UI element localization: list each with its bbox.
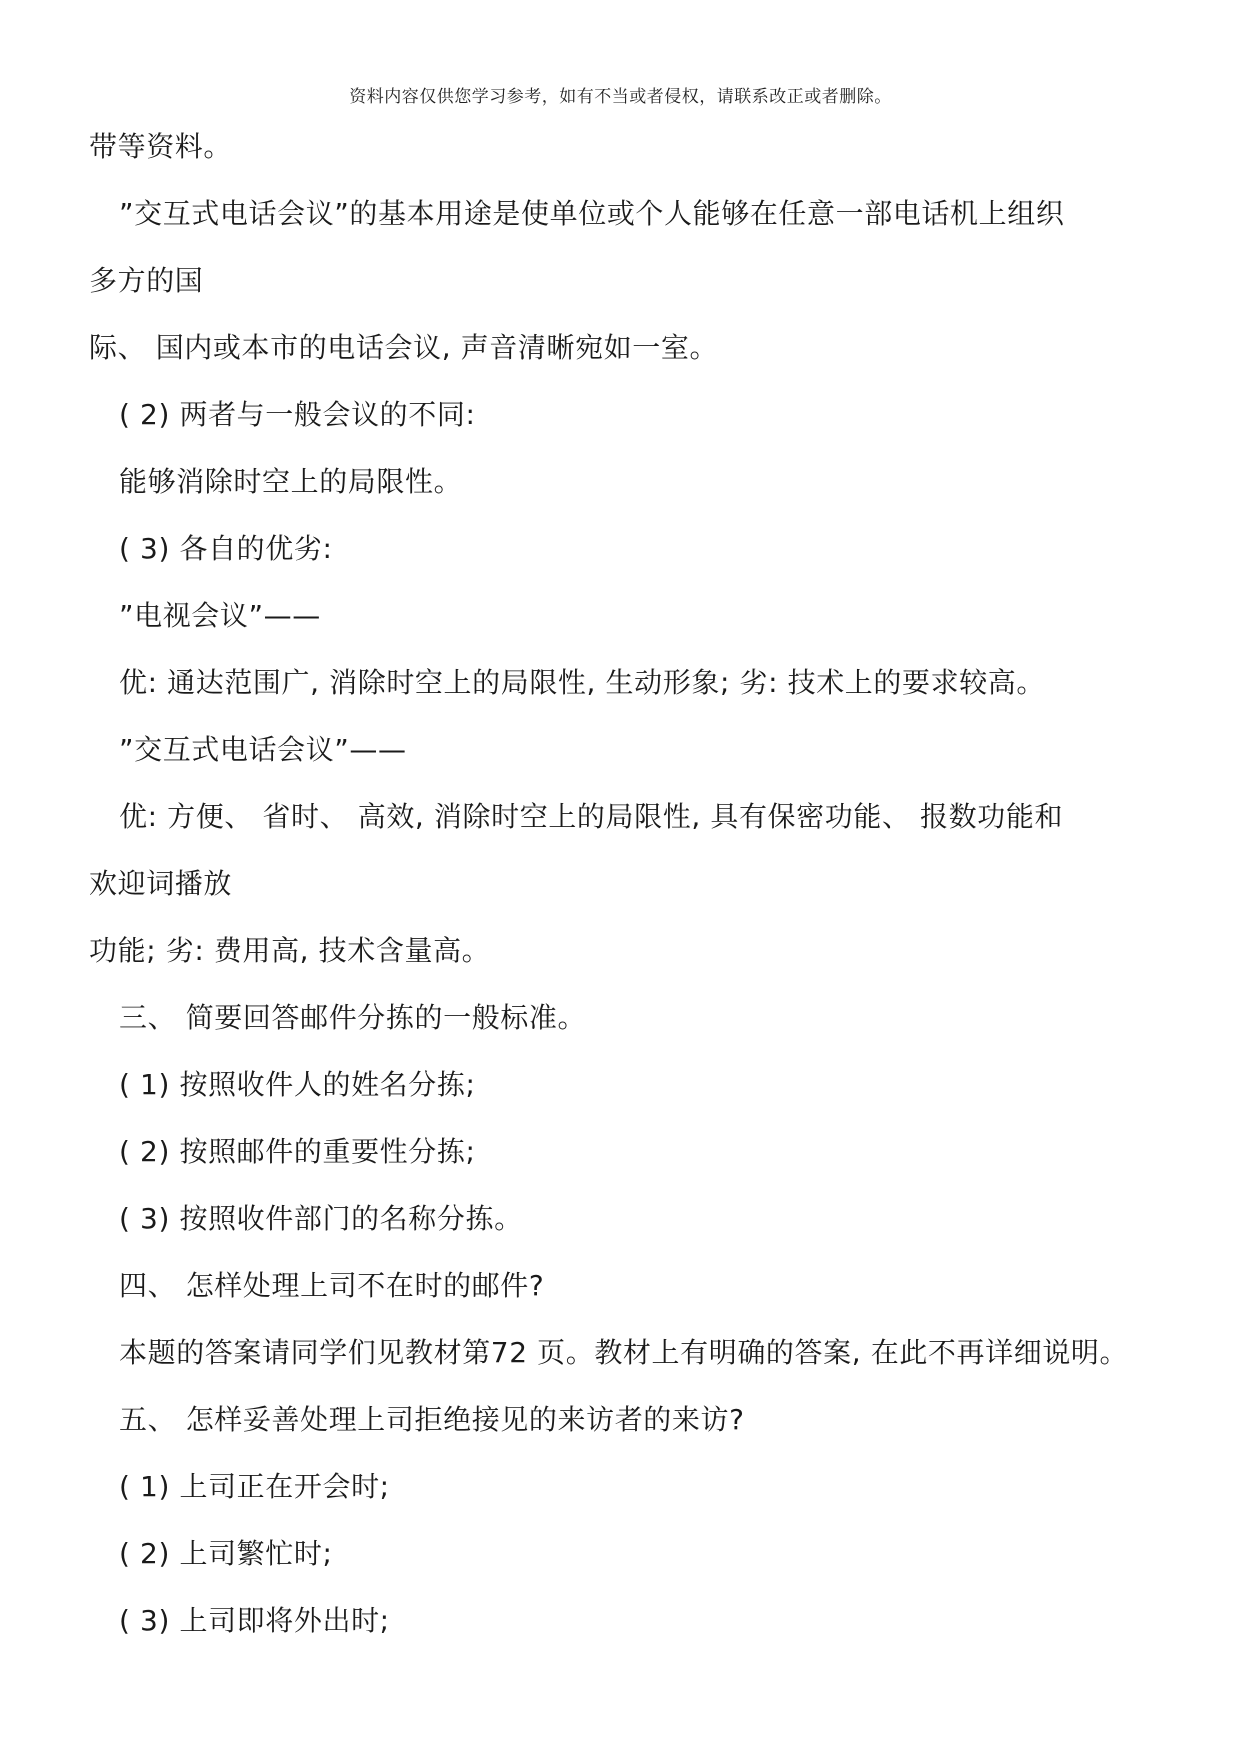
text-line: ( 1) 上司正在开会时; [119,1470,390,1503]
text-line: ( 2) 两者与一般会议的不同: [119,398,476,431]
page-header-note: 资料内容仅供您学习参考，如有不当或者侵权，请联系改正或者删除。 [349,87,892,107]
text-line: 三、 简要回答邮件分拣的一般标准。 [119,1001,587,1034]
text-line: 能够消除时空上的局限性。 [119,465,463,498]
text-line: ( 3) 各自的优劣: [119,532,333,565]
text-line: ( 3) 上司即将外出时; [119,1604,390,1637]
text-line: 优: 方便、 省时、 高效, 消除时空上的局限性, 具有保密功能、 报数功能和 [119,800,1064,833]
text-line: 欢迎词播放 [89,867,233,900]
text-line: 多方的国 [89,264,204,297]
text-line: 本题的答案请同学们见教材第72 页。教材上有明确的答案, 在此不再详细说明。 [119,1336,1129,1369]
text-line: 际、 国内或本市的电话会议, 声音清晰宛如一室。 [89,331,719,364]
text-line: ( 2) 按照邮件的重要性分拣; [119,1135,476,1168]
text-line: ”交互式电话会议”—— [119,733,407,766]
text-line: ”交互式电话会议”的基本用途是使单位或个人能够在任意一部电话机上组织 [119,197,1065,230]
text-line: ( 1) 按照收件人的姓名分拣; [119,1068,476,1101]
text-line: 带等资料。 [89,130,233,163]
text-line: ( 3) 按照收件部门的名称分拣。 [119,1202,523,1235]
text-line: 功能; 劣: 费用高, 技术含量高。 [89,934,491,967]
text-line: 四、 怎样处理上司不在时的邮件? [119,1269,545,1302]
text-line: ( 2) 上司繁忙时; [119,1537,333,1570]
text-line: 五、 怎样妥善处理上司拒绝接见的来访者的来访? [119,1403,745,1436]
text-line: 优: 通达范围广, 消除时空上的局限性, 生动形象; 劣: 技术上的要求较高。 [119,666,1046,699]
text-line: ”电视会议”—— [119,599,321,632]
